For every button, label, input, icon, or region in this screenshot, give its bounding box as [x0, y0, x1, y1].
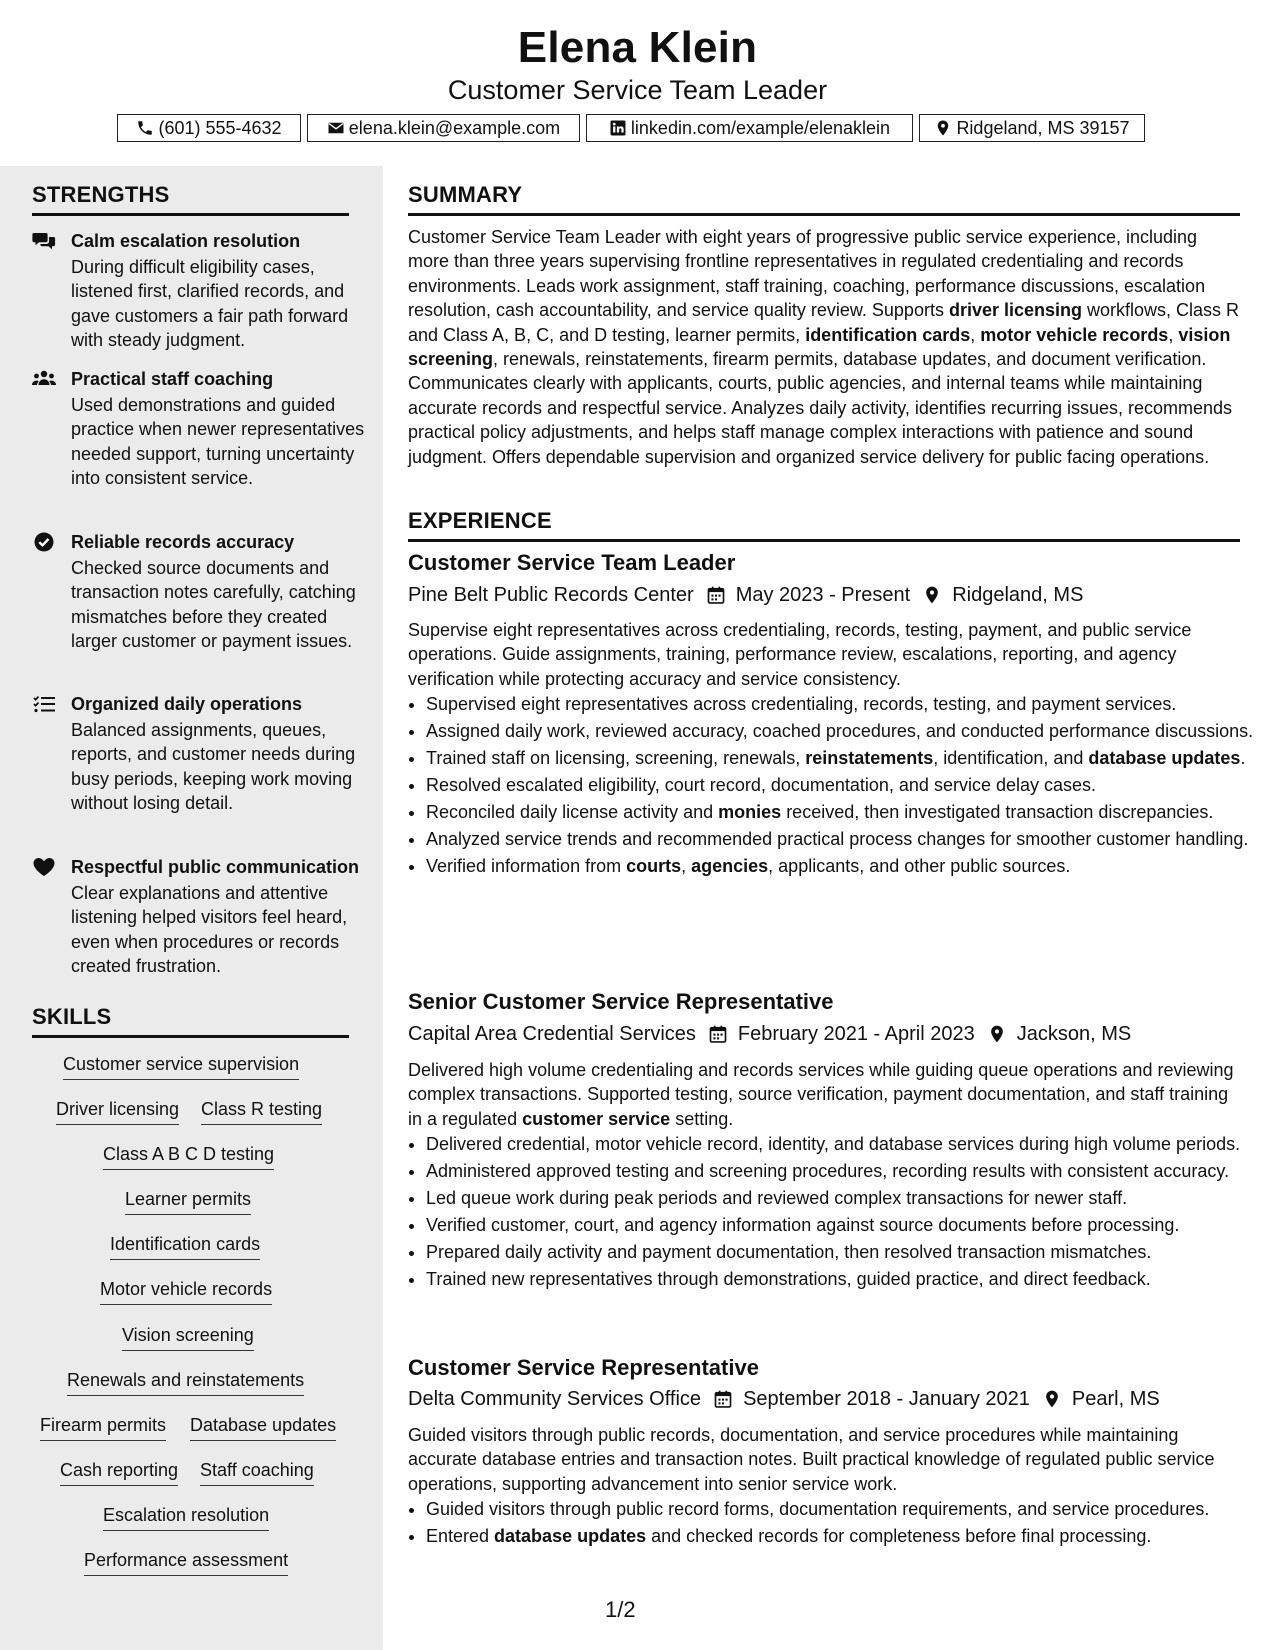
job-bullet: • Supervised eight representatives across credentialing, records, testing, and payment services. [426, 692, 1258, 716]
summary-text: Customer Service Team Leader with eight years of progressive public service experience, including more than three years supervising frontline representatives in regulated credentialing and records environments. Leads work assignment, staff training, coaching, performance discussions, escalation resolution, cash accountability, and service quality review. Supports driver licensing workflows, Class R and Class A, B, C, and D testing, learner permits, identification cards, motor vehicle records, vision screening, renewals, reinstatements, firearm permits, database updates, and document verification. Communicates clearly with applicants, courts, public agencies, and internal teams while maintaining accurate records and respectful service. Analyzes daily activity, identifies recurring issues, recommends practical policy adjustments, and helps staff manage complex interactions with patience and sound judgment. Offers dependable supervision and organized service delivery for public facing operations. [408, 227, 1240, 467]
experience-heading: EXPERIENCE [408, 508, 552, 533]
job-dates: May 2023 - Present [735, 584, 911, 606]
strength-desc: Used demonstrations and guided practice when newer representatives needed support, turning uncertainty into consistent service. [71, 395, 365, 489]
skill-tag: Class A B C D testing [103, 1143, 274, 1170]
checklist-icon [32, 694, 56, 714]
skill-tag: Performance assessment [84, 1549, 288, 1576]
skill-tag: Vision screening [122, 1324, 254, 1351]
strength-desc: Checked source documents and transaction notes carefully, catching mismatches before they created larger customer or payment issues. [71, 558, 356, 652]
calendar-icon [708, 1024, 728, 1044]
job-company: Capital Area Credential Services [408, 1023, 696, 1045]
candidate-title: Customer Service Team Leader [447, 75, 828, 105]
job-title: Customer Service Representative [408, 1355, 759, 1380]
job-meta [408, 582, 1083, 608]
job-title: Customer Service Team Leader [408, 550, 736, 575]
job-bullet: • Entered database updates and checked records for completeness before final processing. [426, 1524, 1258, 1548]
job-title: Senior Customer Service Representative [408, 989, 834, 1014]
strength-title: Respectful public communication [71, 857, 360, 877]
map-pin-icon [987, 1024, 1007, 1044]
job-bullet: • Verified information from courts, agencies, applicants, and other public sources. [426, 854, 1258, 878]
skill-tag: Motor vehicle records [100, 1278, 272, 1305]
job-location: Jackson, MS [1016, 1023, 1132, 1045]
linkedin-icon [609, 119, 627, 137]
calendar-icon [706, 585, 726, 605]
experience-rule [408, 539, 1240, 542]
skill-tag: Driver licensing [56, 1098, 179, 1125]
skill-tag: Firearm permits [40, 1414, 166, 1441]
job-bullet: • Reconciled daily license activity and monies received, then investigated transaction discrepancies. [426, 800, 1258, 824]
contact-text: (601) 555-4632 [158, 117, 282, 138]
skill-tag: Identification cards [110, 1233, 260, 1260]
map-pin-icon [934, 119, 952, 137]
strength-title: Reliable records accuracy [71, 532, 295, 552]
job-dates: September 2018 - January 2021 [743, 1388, 1030, 1410]
job-bullet: • Verified customer, court, and agency information against source documents before processing. [426, 1213, 1258, 1237]
job-description: Supervise eight representatives across credentialing, records, testing, payment, and public service operations. Guide assignments, training, performance review, escalations, reporting, and agency verification while protecting accuracy and service consistency. [408, 620, 1192, 689]
envelope-icon [327, 119, 345, 137]
skill-tag: Customer service supervision [63, 1053, 299, 1080]
calendar-icon [713, 1389, 733, 1409]
strength-title: Practical staff coaching [71, 369, 274, 389]
contact-location[interactable] [919, 114, 1145, 142]
strength-desc: During difficult eligibility cases, listened first, clarified records, and gave customers a fair path forward with steady judgment. [71, 257, 349, 351]
job-bullet: • Trained new representatives through demonstrations, guided practice, and direct feedback. [426, 1267, 1258, 1291]
skill-tag: Learner permits [125, 1188, 251, 1215]
job-bullets [408, 1497, 1258, 1551]
skill-tag: Cash reporting [60, 1459, 178, 1486]
job-bullet: • Led queue work during peak periods and reviewed complex transactions for newer staff. [426, 1186, 1258, 1210]
users-icon [32, 369, 56, 389]
job-bullets [408, 1132, 1258, 1294]
map-pin-icon [1042, 1389, 1062, 1409]
job-location: Pearl, MS [1071, 1388, 1160, 1410]
page-number: 1/2 [605, 1597, 636, 1622]
job-bullets [408, 692, 1258, 881]
job-dates: February 2021 - April 2023 [737, 1023, 975, 1045]
summary-rule [408, 213, 1240, 216]
job-bullet: • Delivered credential, motor vehicle record, identity, and database services during high volume periods. [426, 1132, 1258, 1156]
strength-title: Calm escalation resolution [71, 231, 301, 251]
candidate-name: Elena Klein [517, 23, 758, 72]
job-bullet: • Resolved escalated eligibility, court record, documentation, and service delay cases. [426, 773, 1258, 797]
skills-heading: SKILLS [32, 1004, 112, 1029]
strength-title: Organized daily operations [71, 694, 303, 714]
job-bullet: • Administered approved testing and screening procedures, recording results with consistent accuracy. [426, 1159, 1258, 1183]
contact-text: elena.klein@example.com [348, 117, 561, 138]
chat-bubbles-icon [32, 231, 56, 251]
job-description: Guided visitors through public records, documentation, and service procedures while maintaining accurate database entries and transaction notes. Built practical knowledge of regulated public service operations, supporting advancement into senior service work. [408, 1425, 1215, 1494]
job-bullet: • Trained staff on licensing, screening, renewals, reinstatements, identification, and database updates. [426, 746, 1258, 770]
job-company: Pine Belt Public Records Center [408, 584, 694, 606]
contact-text: linkedin.com/example/elenaklein [630, 117, 891, 138]
strengths-rule [32, 213, 349, 216]
check-circle-icon [32, 532, 56, 552]
map-pin-icon [922, 585, 942, 605]
heart-icon [32, 857, 56, 877]
skill-tag: Database updates [190, 1414, 336, 1441]
job-company: Delta Community Services Office [408, 1388, 702, 1410]
job-location: Ridgeland, MS [952, 584, 1084, 606]
skill-tag: Class R testing [201, 1098, 322, 1125]
strength-desc: Clear explanations and attentive listening helped visitors feel heard, even when procedures or records created frustration. [71, 883, 348, 977]
phone-icon [136, 119, 154, 137]
skill-tag: Staff coaching [200, 1459, 314, 1486]
job-meta [408, 1021, 1131, 1047]
job-description: Delivered high volume credentialing and records services while guiding queue operations and reviewing complex transactions. Supported testing, source verification, payment documentation, and staff training in a regulated customer service setting. [408, 1060, 1234, 1129]
strengths-heading: STRENGTHS [32, 182, 170, 207]
skill-tag: Escalation resolution [103, 1504, 269, 1531]
summary-heading: SUMMARY [408, 182, 523, 207]
contact-phone[interactable] [117, 114, 301, 142]
job-bullet: • Guided visitors through public record forms, documentation requirements, and service procedures. [426, 1497, 1258, 1521]
skills-rule [32, 1035, 349, 1038]
job-bullet: • Prepared daily activity and payment documentation, then resolved transaction mismatches. [426, 1240, 1258, 1264]
skill-tag: Renewals and reinstatements [67, 1369, 304, 1396]
job-bullet: • Analyzed service trends and recommended practical process changes for smoother customer handling. [426, 827, 1258, 851]
strength-desc: Balanced assignments, queues, reports, and customer needs during busy periods, keeping work moving without losing detail. [71, 720, 356, 814]
job-bullet: • Assigned daily work, reviewed accuracy, coached procedures, and conducted performance discussions. [426, 719, 1258, 743]
contact-email[interactable] [307, 114, 580, 142]
contact-linkedin[interactable] [586, 114, 913, 142]
job-meta [408, 1386, 1160, 1412]
contact-text: Ridgeland, MS 39157 [956, 117, 1130, 138]
